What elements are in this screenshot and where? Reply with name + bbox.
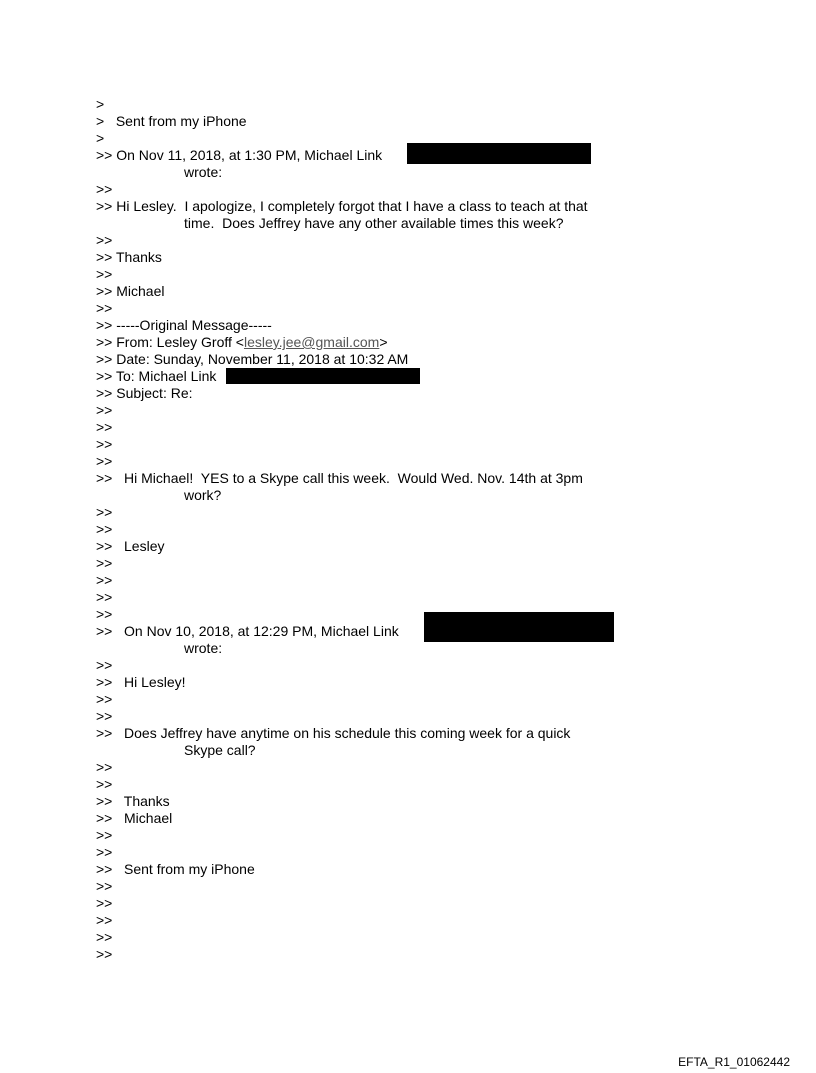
quote-line: >> <box>96 657 113 673</box>
quote-line: >> <box>96 946 113 962</box>
document-id: EFTA_R1_01062442 <box>678 1055 790 1069</box>
quote-line: >> Hi Michael! YES to a Skype call this week. Would Wed. Nov. 14th at 3pm <box>96 470 583 486</box>
quote-line: >> <box>96 300 113 316</box>
quote-line: >> <box>96 402 113 418</box>
quote-line: >> <box>96 776 113 792</box>
quote-line: >> <box>96 419 113 435</box>
quote-line: >> <box>96 912 113 928</box>
quote-line: > <box>96 96 105 112</box>
quote-line: >> Thanks <box>96 793 170 809</box>
quote-wrap-line: wrote: <box>184 164 223 180</box>
quote-line: >> <box>96 589 113 605</box>
quote-line: >> Thanks <box>96 249 162 265</box>
subject-line: >> Subject: Re: <box>96 385 193 401</box>
quote-line: >> <box>96 691 113 707</box>
from-close: > <box>379 334 388 350</box>
quote-line: >> <box>96 572 113 588</box>
quote-line: >> Michael <box>96 283 165 299</box>
quote-header-line: >> On Nov 10, 2018, at 12:29 PM, Michael Link <box>96 623 399 639</box>
quote-wrap-line: Skype call? <box>184 742 256 758</box>
quote-line: >> <box>96 827 113 843</box>
quote-wrap-line: wrote: <box>184 640 223 656</box>
quote-line: >> <box>96 895 113 911</box>
quote-wrap-line: time. Does Jeffrey have any other available times this week? <box>184 215 564 231</box>
quote-line: >> <box>96 708 113 724</box>
redaction-box <box>407 143 591 164</box>
quote-line: >> Hi Lesley! <box>96 674 186 690</box>
quote-line: > <box>96 130 105 146</box>
quote-line: >> Hi Lesley. I apologize, I completely forgot that I have a class to teach at that <box>96 198 588 214</box>
from-label: >> From: Lesley Groff < <box>96 334 244 350</box>
quote-line: >> <box>96 504 113 520</box>
quote-line: >> <box>96 436 113 452</box>
from-line <box>96 334 388 351</box>
quote-line: >> <box>96 878 113 894</box>
quote-line: >> Lesley <box>96 538 165 554</box>
quote-line: >> <box>96 453 113 469</box>
redaction-box <box>226 368 420 384</box>
quote-line: >> <box>96 232 113 248</box>
email-link[interactable]: lesley.jee@gmail.com <box>243 334 380 350</box>
quote-line: >> <box>96 181 113 197</box>
quote-wrap-line: work? <box>184 487 222 503</box>
quote-line: >> <box>96 844 113 860</box>
redaction-box <box>424 612 614 642</box>
quote-line: >> <box>96 521 113 537</box>
quote-line: >> <box>96 555 113 571</box>
quote-line: >> <box>96 929 113 945</box>
quote-line: > Sent from my iPhone <box>96 113 247 129</box>
quote-line: >> Sent from my iPhone <box>96 861 255 877</box>
quote-line: >> Does Jeffrey have anytime on his schedule this coming week for a quick <box>96 725 571 741</box>
date-line: >> Date: Sunday, November 11, 2018 at 10:32 AM <box>96 351 409 367</box>
to-line: >> To: Michael Link <box>96 368 217 384</box>
quote-line: >> Michael <box>96 810 173 826</box>
quote-header-line: >> On Nov 11, 2018, at 1:30 PM, Michael Link <box>96 147 383 163</box>
quote-line: >> -----Original Message----- <box>96 317 272 333</box>
quote-line: >> <box>96 266 113 282</box>
quote-line: >> <box>96 606 113 622</box>
quote-line: >> <box>96 759 113 775</box>
